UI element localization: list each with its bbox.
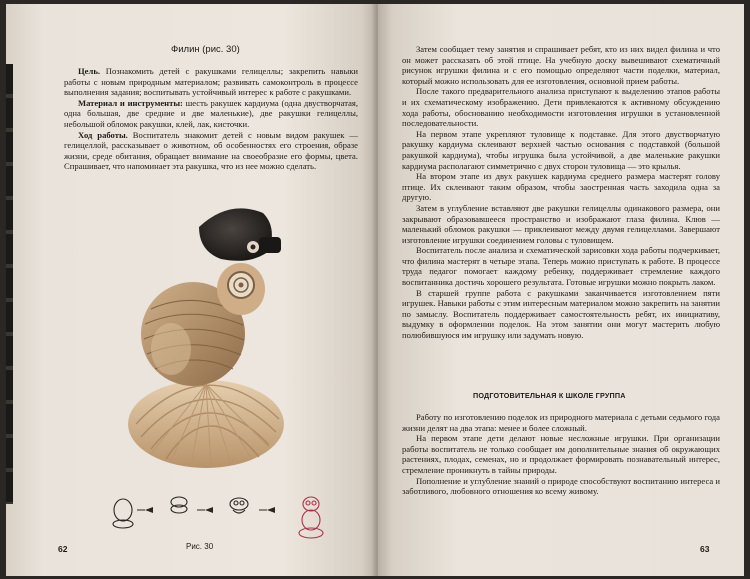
paragraph: На первом этапе укрепляют туловище к подставке. Для этого двустворчатую ракушку кардиума склеивают верхней частью основания с подставкой (большой ракушкой кардиума), чтобы игрушка была устойчивой, а две маленькие ракушки кардиума располагают симметрично с двух сторон туловища — это крылья.: [402, 128, 720, 171]
step-sequence-diagram: [101, 482, 341, 542]
section-heading: ПОДГОТОВИТЕЛЬНАЯ К ШКОЛЕ ГРУППА: [473, 391, 626, 400]
figure-caption: Рис. 30: [186, 542, 214, 551]
lesson-intro: [64, 66, 358, 172]
paragraph: Затем в углубление вставляют две ракушки гелицеллы одинакового размера, они закрывают образовавшееся пространство и изображают глаза филина. Клюв — маленький обломок ракушки — приклеивают между двумя гелицеллами. Завершают изготовление игрушки соединением головы с туловищем.: [402, 202, 720, 245]
paragraph: Работу по изготовлению поделок из природного материала с детьми седьмого года жизни делят на два этапа: менее и более сложный.: [402, 412, 720, 433]
paragraph: После такого предварительного анализа приступают к выделению этапов работы и их схематическому изображению. Дети привлекаются к активному обсуждению хода работы, обоснованию необходимости изготовления игрушки в установленной последовательности.: [402, 86, 720, 129]
right-page: [378, 4, 744, 576]
goal-text: Познакомить детей с ракушками гелицеллы; закрепить навыки работы с новым природным материалом; развивать самоконтроль в процессе выполнения задания; воспитывать устойчивый интерес к работе с ракушками.: [64, 66, 358, 98]
goal-label: Цель.: [78, 66, 101, 76]
materials-text: шесть ракушек кардиума (одна двустворчатая, одна большая, две средние и две маленькие), две ракушки гелицеллы, небольшой обломок ракушки, клей, лак, кисточки.: [64, 97, 359, 129]
page-number-right: 63: [700, 544, 710, 554]
lesson-title: Филин (рис. 30): [171, 44, 240, 55]
paragraph: Воспитатель после анализа и схематической зарисовки хода работы подчеркивает, что филина мастерят в четыре этапа. Теперь можно приступать к работе. В процессе труда педагог помогает каждому ребенку, поддерживает стремление каждого воспитанника достичь хорошего результата. Готовые игрушки можно покрыть лаком.: [402, 245, 720, 288]
owl-shell-photo: [111, 199, 311, 489]
section-body-text: [402, 412, 720, 497]
page-edge-shadow: [6, 64, 13, 504]
progress-paragraph: [64, 130, 358, 172]
right-body-text: [402, 44, 720, 341]
paragraph: На втором этапе из двух ракушек кардиума среднего размера мастерят голову птице. Их склеивают таким образом, чтобы заостренная часть заходила одна за другую.: [402, 171, 720, 203]
materials-paragraph: [64, 98, 358, 130]
progress-label: Ход работы.: [78, 129, 128, 140]
paragraph: В старшей группе работа с ракушками заканчивается изготовлением пяти игрушек. Навыки работы с этим интересным материалом можно закрепить на занятии по замыслу. Воспитатель поддерживает самостоятельность ребят, их инициативу, выдумку в оформлении поделок. На этом занятии они могут мастерить любую полюбившуюся им игрушку или задумать новую.: [402, 287, 720, 341]
goal-paragraph: [64, 66, 358, 98]
paragraph: На первом этапе дети делают новые несложные игрушки. При организации работы воспитатель не только сообщает им дополнительные знания об окружающих растениях, плодах, семенах, но и продолжает формировать познавательный интерес, стремление проникнуть в тайны природы.: [402, 433, 720, 475]
open-book: [6, 4, 744, 576]
paragraph: Пополнение и углубление знаний о природе способствуют воспитанию интереса и заботливого, любовного отношения ко всему живому.: [402, 475, 720, 497]
materials-label: Материал и инструменты:: [78, 97, 183, 108]
paragraph: Затем сообщает тему занятия и спрашивает ребят, кто из них видел филина и что он может рассказать об этой птице. На учебную доску вывешивают схематичный рисунок игрушки филина и с его помощью определяют части поделки, материал, который можно использовать для ее изготовления, основной прием работы.: [402, 44, 720, 86]
progress-text: Воспитатель знакомит детей с новым видом ракушек — гелицеллой, рассказывает о животном, об особенностях его строения, образе жизни, среде обитания, обращает внимание на своеобразие его формы, цвета. Спрашивает, что напоминает эта ракушка, что из нее можно сделать.: [64, 129, 359, 172]
page-number-left: 62: [58, 544, 68, 554]
left-page: [6, 4, 376, 576]
